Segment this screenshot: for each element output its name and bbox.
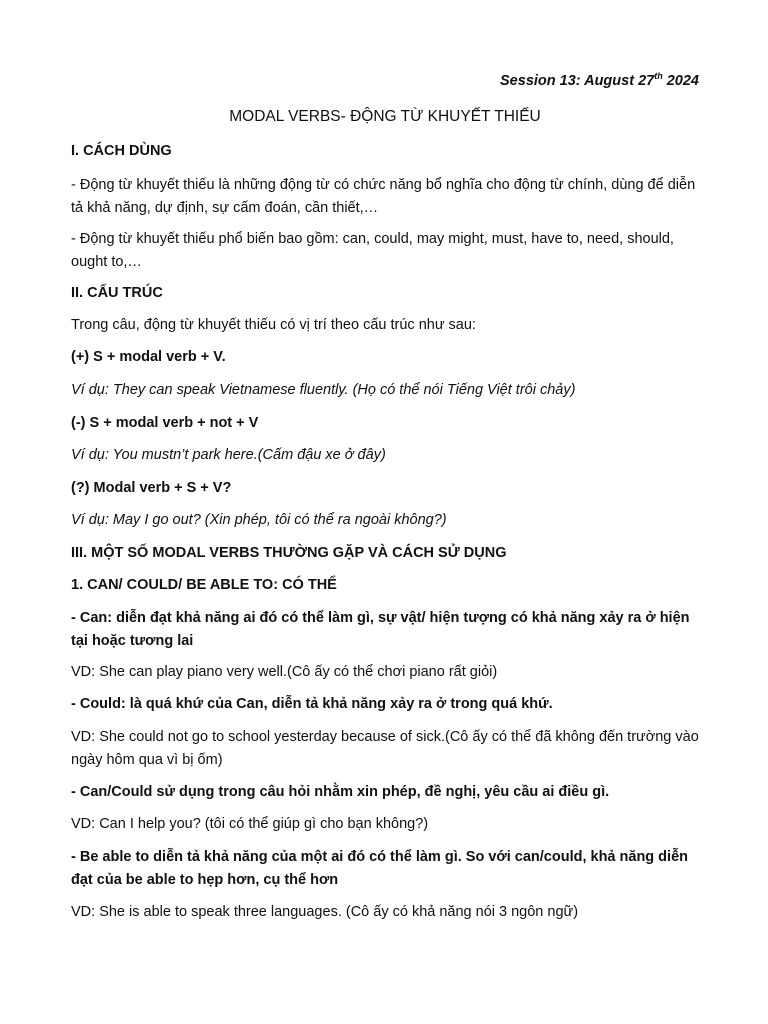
- could-definition: - Could: là quá khứ của Can, diễn tả khả năng xảy ra ở trong quá khứ.: [71, 696, 553, 712]
- session-date: Session 13: August 27th 2024: [500, 71, 699, 89]
- section-1-paragraph-1: - Động từ khuyết thiếu là những động từ có chức năng bổ nghĩa cho động từ chính, dùng để diễn tả khả năng, dự định, sự cấm đoán, cần thiết,…: [71, 177, 696, 216]
- ordinal-suffix: th: [654, 71, 663, 81]
- subsection-can-could-heading: 1. CAN/ COULD/ BE ABLE TO: CÓ THỂ: [71, 577, 337, 593]
- positive-structure: (+) S + modal verb + V.: [71, 349, 226, 365]
- can-definition: - Can: diễn đạt khả năng ai đó có thể làm gì, sự vật/ hiện tượng có khả năng xảy ra ở hiện tại hoặc tương lai: [71, 610, 690, 649]
- question-structure: (?) Modal verb + S + V?: [71, 480, 232, 496]
- could-example: VD: She could not go to school yesterday because of sick.(Cô ấy có thể đã không đến trường vào ngày hôm qua vì bị ốm): [71, 729, 699, 768]
- be-able-to-example: VD: She is able to speak three languages. (Cô ấy có khả năng nói 3 ngôn ngữ): [71, 904, 579, 920]
- section-2-heading: II. CẤU TRÚC: [71, 285, 163, 301]
- negative-structure: (-) S + modal verb + not + V: [71, 415, 259, 431]
- can-could-question-definition: - Can/Could sử dụng trong câu hỏi nhằm xin phép, đề nghị, yêu cầu ai điều gì.: [71, 784, 610, 800]
- be-able-to-definition: - Be able to diễn tả khả năng của một ai đó có thể làm gì. So với can/could, khả năng diễn đạt của be able to hẹp hơn, cụ thể hơn: [71, 849, 688, 888]
- question-example: Ví dụ: May I go out? (Xin phép, tôi có thể ra ngoài không?): [71, 512, 447, 528]
- can-example: VD: She can play piano very well.(Cô ấy có thể chơi piano rất giỏi): [71, 664, 498, 680]
- section-1-paragraph-2: - Động từ khuyết thiếu phổ biến bao gồm: can, could, may might, must, have to, need, should, ought to,…: [71, 231, 674, 270]
- section-3-heading: III. MỘT SỐ MODAL VERBS THƯỜNG GẶP VÀ CÁCH SỬ DỤNG: [71, 545, 507, 561]
- document-title: MODAL VERBS- ĐỘNG TỪ KHUYẾT THIẾU: [229, 108, 541, 125]
- positive-example: Ví dụ: They can speak Vietnamese fluently. (Họ có thể nói Tiếng Việt trôi chảy): [71, 382, 576, 398]
- section-1-heading: I. CÁCH DÙNG: [71, 143, 172, 159]
- can-could-question-example: VD: Can I help you? (tôi có thể giúp gì cho bạn không?): [71, 816, 429, 832]
- negative-example: Ví dụ: You mustn’t park here.(Cấm đậu xe ở đây): [71, 447, 386, 463]
- structure-intro: Trong câu, động từ khuyết thiếu có vị trí theo cấu trúc như sau:: [71, 317, 476, 333]
